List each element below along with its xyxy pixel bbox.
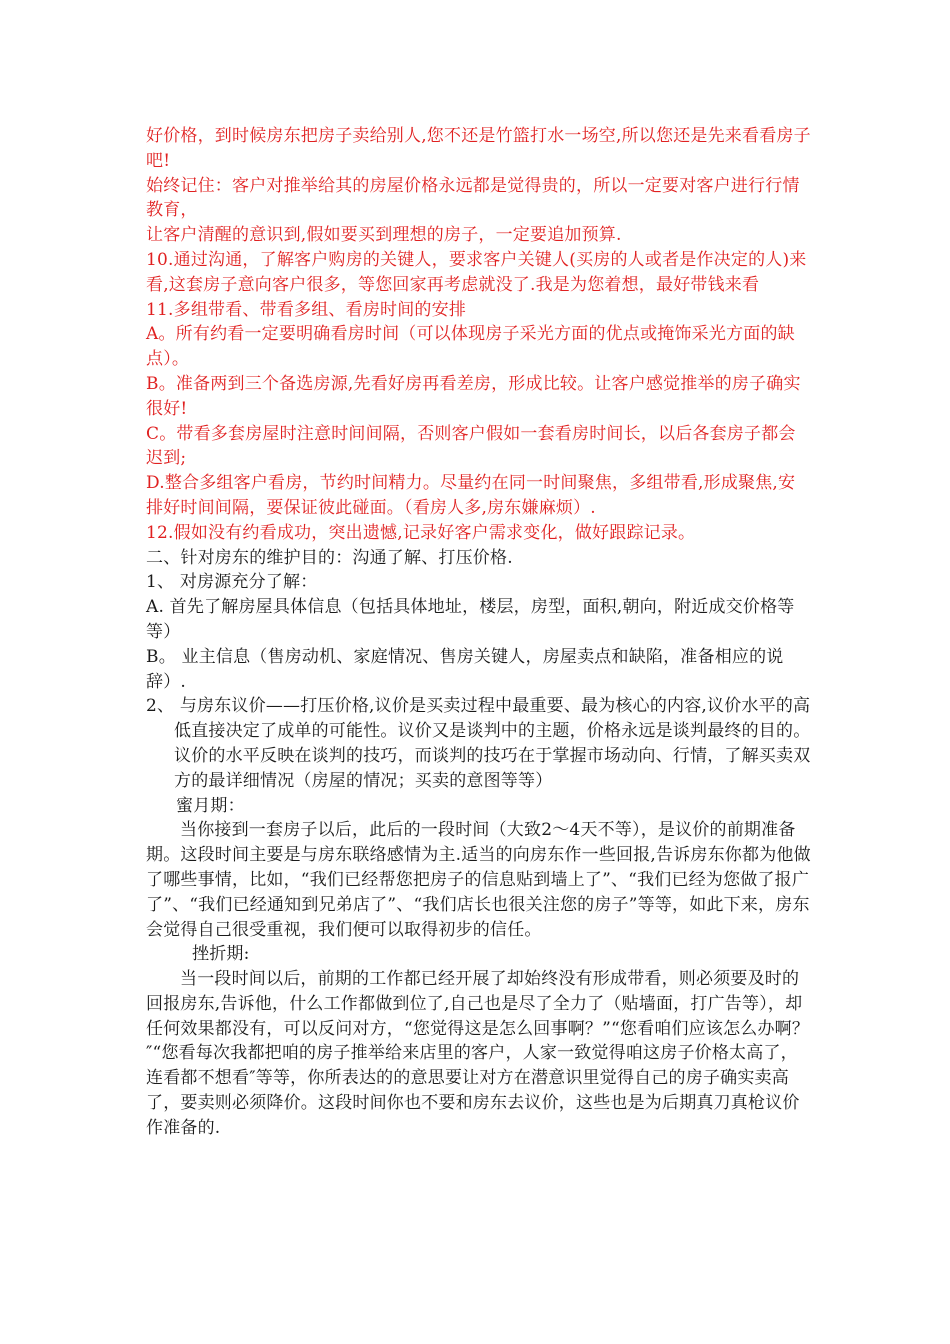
paragraph-item-11-a: A。所有约看一定要明确看房时间（可以体现房子采光方面的优点或掩饰采光方面的缺点）。 <box>146 324 795 370</box>
document-body <box>146 124 812 1141</box>
subheading-setback: 挫折期: <box>192 944 250 965</box>
paragraph-item-1: 1、 对房源充分了解： <box>146 572 318 593</box>
paragraph-item-2: 2、 与房东议价——打压价格,议价是买卖过程中最重要、最为核心的内容,议价水平的高低直接决定了成单的可能性。议价又是谈判中的主题，价格永远是谈判最终的目的。议价的水平反映在谈判的技巧，而谈判的技巧在于掌握市场动向、行情，了解买卖双方的最详细情况（房屋的情况；买卖的意图等等） <box>146 696 811 791</box>
paragraph-item-1-b: B。 业主信息（售房动机、家庭情况、售房关键人，房屋卖点和缺陷，准备相应的说辞）. <box>146 646 784 692</box>
paragraph-item-1-a: A. 首先了解房屋具体信息（包括具体地址，楼层，房型，面积,朝向，附近成交价格等等） <box>146 597 795 642</box>
paragraph-remember: 始终记住：客户对推举给其的房屋价格永远都是觉得贵的，所以一定要对客户进行行情教育， <box>146 175 800 221</box>
paragraph-item-11-c: C。带看多套房屋时注意时间间隔，否则客户假如一套看房时间长，以后各套房子都会迟到; <box>146 423 796 469</box>
paragraph-item-11-d: D.整合多组客户看房，节约时间精力。尽量约在同一时间聚焦，多组带看,形成聚焦,安排好时间间隔，要保证彼此碰面。（看房人多,房东嫌麻烦）. <box>146 473 796 518</box>
paragraph-item-10: 10.通过沟通，了解客户购房的关键人，要求客户关键人(买房的人或者是作决定的人)来看,这套房子意向客户很多，等您回家再考虑就没了.我是为您着想，最好带钱来看 <box>146 249 807 295</box>
paragraph-price-warning: 好价格，到时候房东把房子卖给别人,您不还是竹篮打水一场空,所以您还是先来看看房子吧! <box>146 126 811 171</box>
paragraph-item-11-b: B。准备两到三个备选房源,先看好房再看差房，形成比较。让客户感觉推举的房子确实很好! <box>146 373 801 419</box>
paragraph-budget: 让客户清醒的意识到,假如要买到理想的房子，一定要追加预算. <box>146 225 622 246</box>
paragraph-honeymoon: 当你接到一套房子以后，此后的一段时间（大致2～4天不等），是议价的前期准备期。这段时间主要是与房东联络感情为主.适当的向房东作一些回报,告诉房东你都为他做了哪些事情，比如，“我们已经帮您把房子的信息贴到墙上了”、“我们已经为您做了报广了”、“我们已经通知到兄弟店了”、“我们店长也很关注您的房子”等等，如此下来，房东会觉得自己很受重视，我们便可以取得初步的信任。 <box>146 820 811 940</box>
subheading-honeymoon: 蜜月期： <box>176 795 245 816</box>
paragraph-item-12: 12.假如没有约看成功，突出遗憾,记录好客户需求变化，做好跟踪记录。 <box>146 522 696 543</box>
paragraph-setback: 当一段时间以后，前期的工作都已经开展了却始终没有形成带看，则必须要及时的回报房东,告诉他，什么工作都做到位了,自己也是尽了全力了（贴墙面，打广告等），却任何效果都没有，可以反问对方，“您觉得这是怎么回事啊？”“您看咱们应该怎么办啊？″“您看每次我都把咱的房子推举给来店里的客户，人家一致觉得咱这房子价格太高了，连看都不想看″等等，你所表达的的意思要让对方在潜意识里觉得自己的房子确实卖高了，要卖则必须降价。这段时间你也不要和房东去议价，这些也是为后期真刀真枪议价作准备的. <box>146 969 810 1138</box>
paragraph-item-11: 11.多组带看、带看多组、看房时间的安排 <box>146 299 467 320</box>
section-heading-landlord: 二、针对房东的维护目的：沟通了解、打压价格. <box>146 547 513 568</box>
